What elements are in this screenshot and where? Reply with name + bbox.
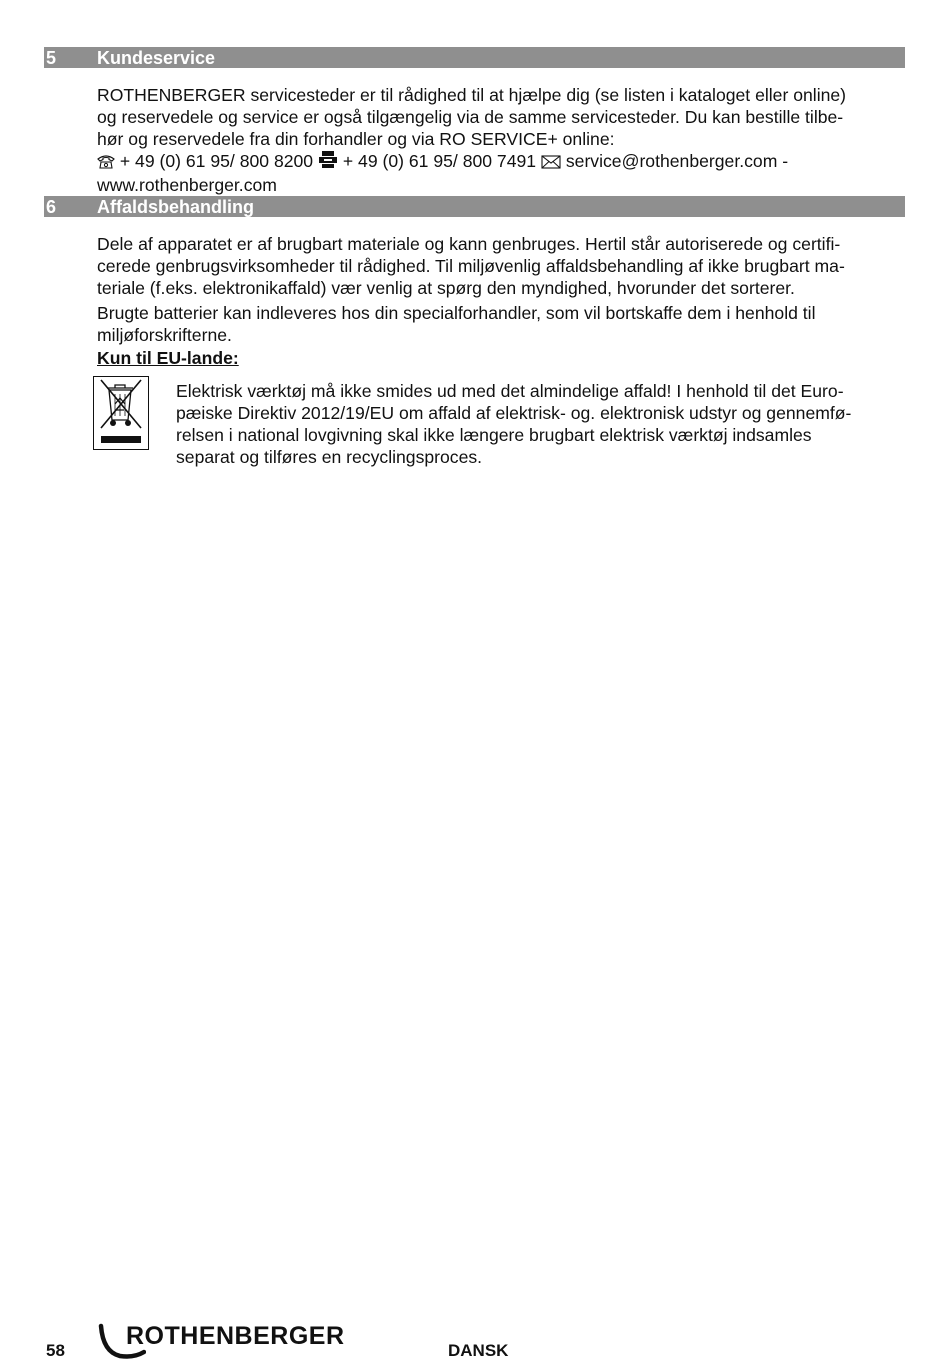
fax-number: + 49 (0) 61 95/ 800 7491: [342, 151, 537, 171]
section-title: Affaldsbehandling: [97, 197, 254, 217]
text-line: Elektrisk værktøj må ikke smides ud med det almindelige affald! I henhold til det Euro-: [176, 381, 844, 401]
batteries-paragraph: [97, 302, 905, 346]
eu-paragraph: [176, 380, 906, 468]
section-number: 5: [46, 48, 57, 68]
customer-service-paragraph: [97, 84, 905, 150]
language-label: DANSK: [448, 1341, 509, 1360]
fax-icon: [318, 151, 338, 174]
text-line: miljøforskrifterne.: [97, 325, 232, 345]
section-header-affaldsbehandling: [44, 196, 905, 217]
crossed-out-wheelie-bin-icon: [93, 376, 149, 450]
text-line: ROTHENBERGER servicesteder er til rådighed til at hjælpe dig (se listen i kataloget eller online): [97, 85, 847, 105]
email-address: service@rothenberger.com -: [565, 151, 789, 171]
section-title: Kundeservice: [97, 48, 216, 68]
text-line: og reservedele og service er også tilgængelig via de samme servicesteder. Du kan bestille tilbe-: [97, 107, 844, 127]
phone-icon: [97, 152, 115, 174]
text-line: pæiske Direktiv 2012/19/EU om affald af elektrisk- og. elektronisk udstyr og gennemfø-: [176, 403, 852, 423]
text-line: separat og tilføres en recyclingsproces.: [176, 447, 483, 467]
disposal-paragraph: [97, 233, 905, 299]
section-header-kundeservice: [44, 47, 905, 68]
section-number: 6: [46, 197, 57, 217]
envelope-icon: [541, 152, 561, 174]
website: www.rothenberger.com: [97, 175, 277, 195]
text-line: hør og reservedele fra din forhandler og via RO SERVICE+ online:: [97, 129, 615, 149]
text-line: Dele af apparatet er af brugbart materiale og kann genbruges. Hertil står autoriserede og certifi-: [97, 234, 841, 254]
text-line: relsen i national lovgivning skal ikke længere brugbart elektrisk værktøj indsamles: [176, 425, 812, 445]
logo-wordmark: ROTHENBERGER: [126, 1322, 345, 1350]
eu-heading: Kun til EU-lande:: [97, 348, 239, 368]
text-line: teriale (f.eks. elektronikaffald) vær venlig at spørg den myndighed, hvorunder det sorterer.: [97, 278, 795, 298]
page-number: 58: [46, 1341, 65, 1360]
contact-line: [97, 150, 788, 196]
text-line: cerede genbrugsvirksomheder til rådighed. Til miljøvenlig affaldsbehandling af ikke brugbart ma-: [97, 256, 845, 276]
phone-number: + 49 (0) 61 95/ 800 8200: [119, 151, 314, 171]
text-line: Brugte batterier kan indleveres hos din specialforhandler, som vil bortskaffe dem i henhold til: [97, 303, 816, 323]
